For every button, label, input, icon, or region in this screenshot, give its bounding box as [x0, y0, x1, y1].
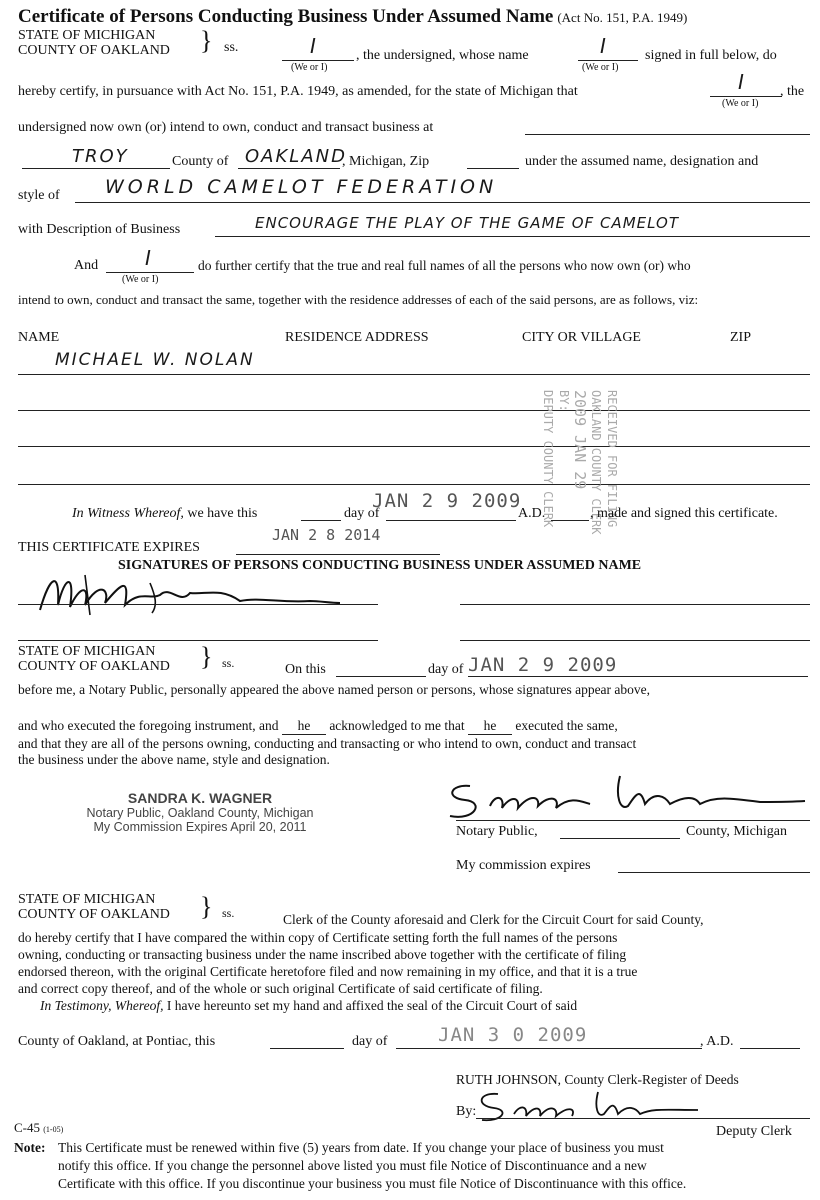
col-header-zip: ZIP: [730, 330, 751, 345]
owner-signature: [30, 565, 350, 625]
col-header-name: NAME: [18, 330, 60, 345]
notary-before-text: before me, a Notary Public, personally appeared the above named person or persons, whose signatures appear above,: [18, 682, 651, 697]
business-address-line: [525, 134, 810, 135]
clerk-testimony-line: [40, 998, 577, 1014]
note-label: Note:: [14, 1140, 46, 1155]
clerk-line-1: owning, conducting or transacting business under the name inscribed above together with the certificate of filing: [18, 947, 627, 962]
city-line: [22, 168, 170, 169]
description-label: with Description of Business: [18, 222, 181, 237]
document-title: [18, 6, 687, 28]
own-text: undersigned now own (or) intend to own, conduct and transact business at: [18, 120, 434, 135]
venue-block: [18, 28, 170, 58]
clerk-by-label: By:: [456, 1104, 477, 1119]
county-line: [238, 168, 340, 169]
notary-ss: ss.: [222, 656, 235, 670]
hereby-text: hereby certify, in pursuance with Act No. 151, P.A. 1949, as amended, for the state of Michigan that: [18, 84, 578, 99]
table-row-line-3: [18, 446, 810, 447]
under-text: under the assumed name, designation and: [525, 154, 759, 169]
deputy-label: Deputy Clerk: [716, 1124, 792, 1139]
notary-county-line: [560, 838, 680, 839]
we-or-i-label-2: (We or I): [582, 62, 619, 73]
clerk-stamp-line3: 2009 JAN 29: [571, 390, 589, 490]
expires-line: [236, 554, 440, 555]
witness-day-line: [301, 520, 341, 521]
michigan-zip-label: , Michigan, Zip: [342, 154, 430, 169]
signature-line-1: [18, 604, 378, 605]
notary-stamp-name: SANDRA K. WAGNER: [127, 790, 273, 806]
notary-seal-stamp: [60, 790, 340, 834]
clerk-day-line: [270, 1048, 344, 1049]
signature-line-3: [18, 640, 378, 641]
clerk-name: RUTH JOHNSON, County Clerk-Register of Deeds: [456, 1072, 739, 1087]
form-rev: (1-05): [43, 1125, 64, 1134]
clerk-county-line: County of Oakland, at Pontiac, this: [18, 1034, 216, 1049]
clerk-testimony-text: I have hereunto set my hand and affixed the seal of the Circuit Court of said: [166, 998, 578, 1013]
certificate-title: Certificate of Persons Conducting Business Under Assumed Name: [18, 6, 554, 27]
deputy-line: [476, 1118, 810, 1119]
pronoun-line-1: [282, 60, 354, 61]
pronoun-field-1[interactable]: I: [310, 34, 318, 58]
clerk-testimony-italic: In Testimony, Whereof,: [40, 998, 164, 1013]
city-field[interactable]: TROY: [72, 146, 129, 167]
description-field[interactable]: ENCOURAGE THE PLAY OF THE GAME OF CAMELOT: [255, 214, 679, 232]
venue-brace: }: [200, 26, 213, 55]
deputy-signature: [468, 1086, 708, 1126]
clerk-line-0: do hereby certify that I have compared the within copy of Certificate setting forth the full names of the persons: [18, 930, 618, 945]
clerk-venue-county: COUNTY OF OAKLAND: [18, 907, 170, 922]
notary-venue-county: COUNTY OF OAKLAND: [18, 659, 170, 674]
signed-text: signed in full below, do: [645, 48, 777, 63]
pronoun-field-2[interactable]: I: [600, 34, 608, 58]
undersigned-text: , the undersigned, whose name: [356, 48, 529, 63]
clerk-year-line: [740, 1048, 800, 1049]
notary-line2: and that they are all of the persons owning, conducting and transacting or who intend to own, conduct and transact: [18, 736, 637, 751]
clerk-venue: [18, 892, 170, 922]
pronoun-line-4: [106, 272, 194, 273]
notary-line3: the business under the above name, style and designation.: [18, 752, 330, 767]
notary-stamp-line2: Notary Public, Oakland County, Michigan: [86, 806, 314, 820]
signature-line-4: [460, 640, 810, 641]
business-name-field[interactable]: WORLD CAMELOT FEDERATION: [105, 176, 498, 198]
note-line-2: Certificate with this office. If you discontinue your business you must file Notice of Discontinuance with this office.: [58, 1176, 687, 1191]
owner-name-field[interactable]: MICHAEL W. NOLAN: [55, 350, 255, 370]
we-or-i-label-4: (We or I): [122, 274, 159, 285]
col-header-address: RESIDENCE ADDRESS: [285, 330, 429, 345]
col-header-city: CITY OR VILLAGE: [522, 330, 641, 345]
zip-line: [467, 168, 519, 169]
act-reference: (Act No. 151, P.A. 1949): [557, 10, 688, 25]
notary-date-stamp: JAN 2 9 2009: [468, 654, 618, 676]
pronoun-field-4[interactable]: I: [145, 246, 153, 270]
clerk-venue-state: STATE OF MICHIGAN: [18, 892, 156, 907]
county-of-label: County of: [172, 154, 229, 169]
notary-commission-label: My commission expires: [456, 858, 591, 873]
witness-ad: A.D.: [518, 506, 546, 521]
notary-he-field-1[interactable]: he: [282, 718, 326, 735]
style-of-label: style of: [18, 188, 60, 203]
we-or-i-label-3: (We or I): [722, 98, 759, 109]
notary-day-line: [336, 676, 426, 677]
notary-date-line: [468, 676, 808, 677]
expires-label: THIS CERTIFICATE EXPIRES: [18, 540, 200, 555]
witness-text: we have this: [187, 506, 258, 521]
notary-sig-line: [456, 820, 810, 821]
clerk-day-of: day of: [352, 1034, 388, 1049]
clerk-line-2: endorsed thereon, with the original Certificate heretofore filed and now remaining in my office, and that it is a true: [18, 964, 638, 979]
signatures-heading: SIGNATURES OF PERSONS CONDUCTING BUSINESS UNDER ASSUMED NAME: [118, 558, 642, 573]
witness-line: [72, 506, 257, 522]
venue-ss: ss.: [224, 40, 239, 55]
note-line-0: This Certificate must be renewed within five (5) years from date. If you change your place of business you must: [58, 1140, 664, 1155]
we-or-i-label-1: (We or I): [291, 62, 328, 73]
venue-county: COUNTY OF OAKLAND: [18, 43, 170, 58]
clerk-stamp-line4: BY:: [557, 390, 571, 412]
table-row-line-2: [18, 410, 810, 411]
notary-on-this: On this: [285, 662, 326, 677]
witness-date-line: [386, 520, 516, 521]
witness-date-stamp: JAN 2 9 2009: [372, 490, 522, 512]
clerk-ad: , A.D.: [700, 1034, 734, 1049]
notary-signature: [430, 766, 810, 826]
intend-text: intend to own, conduct and transact the same, together with the residence addresses of each of the said persons, are as follows, viz:: [18, 292, 699, 307]
clerk-date-line: [396, 1048, 702, 1049]
clerk-text: Clerk of the County aforesaid and Clerk for the Circuit Court for said County,: [283, 912, 704, 927]
notary-executed-line: [18, 718, 618, 735]
notary-county-michigan: County, Michigan: [686, 824, 787, 839]
and-text: And: [74, 258, 99, 273]
note-line-1: notify this office. If you change the personnel above listed you must file Notice of Discontinuance and a new: [58, 1158, 647, 1173]
notary-acknowledged: acknowledged to me that: [329, 718, 465, 733]
venue-state: STATE OF MICHIGAN: [18, 28, 156, 43]
signature-line-2: [460, 604, 810, 605]
clerk-date-stamp: JAN 3 0 2009: [438, 1024, 588, 1046]
notary-commission-line: [618, 872, 810, 873]
clerk-venue-brace: }: [200, 892, 213, 921]
notary-venue-state: STATE OF MICHIGAN: [18, 644, 156, 659]
pronoun-line-3: [710, 96, 782, 97]
further-text: do further certify that the true and real full names of all the persons who now own (or) who: [198, 258, 691, 273]
county-field[interactable]: OAKLAND: [245, 146, 347, 167]
clerk-stamp-line2: OAKLAND COUNTY CLERK: [589, 390, 603, 535]
notary-executed-1: and who executed the foregoing instrument, and: [18, 718, 279, 733]
expires-stamp: JAN 2 8 2014: [272, 526, 381, 544]
form-number: [14, 1120, 63, 1136]
the-text: , the: [780, 84, 805, 99]
witness-year-line: [551, 520, 589, 521]
notary-stamp-line3: My Commission Expires April 20, 2011: [93, 820, 307, 834]
witness-made-text: , made and signed this certificate.: [590, 506, 778, 521]
notary-public-label: Notary Public,: [456, 824, 538, 839]
clerk-stamp-line1: RECEIVED FOR FILING: [605, 390, 619, 528]
notary-executed-2: executed the same,: [515, 718, 618, 733]
notary-venue-brace: }: [200, 642, 213, 671]
pronoun-field-3[interactable]: I: [738, 70, 746, 94]
notary-he-field-2[interactable]: he: [468, 718, 512, 735]
pronoun-line-2: [578, 60, 638, 61]
notary-day-of: day of: [428, 662, 464, 677]
witness-italic: In Witness Whereof,: [72, 506, 184, 521]
business-name-line: [75, 202, 810, 203]
description-line: [215, 236, 810, 237]
notary-venue: [18, 644, 170, 674]
table-row-line-4: [18, 484, 810, 485]
clerk-stamp-line5: DEPUTY COUNTY CLERK: [541, 390, 555, 528]
table-row-line-1: [18, 374, 810, 375]
witness-day-of: day of: [344, 506, 380, 521]
clerk-line-3: and correct copy thereof, and of the whole or such original Certificate of said certificate of filing.: [18, 981, 543, 996]
form-no: C-45: [14, 1120, 40, 1135]
clerk-ss: ss.: [222, 906, 235, 920]
